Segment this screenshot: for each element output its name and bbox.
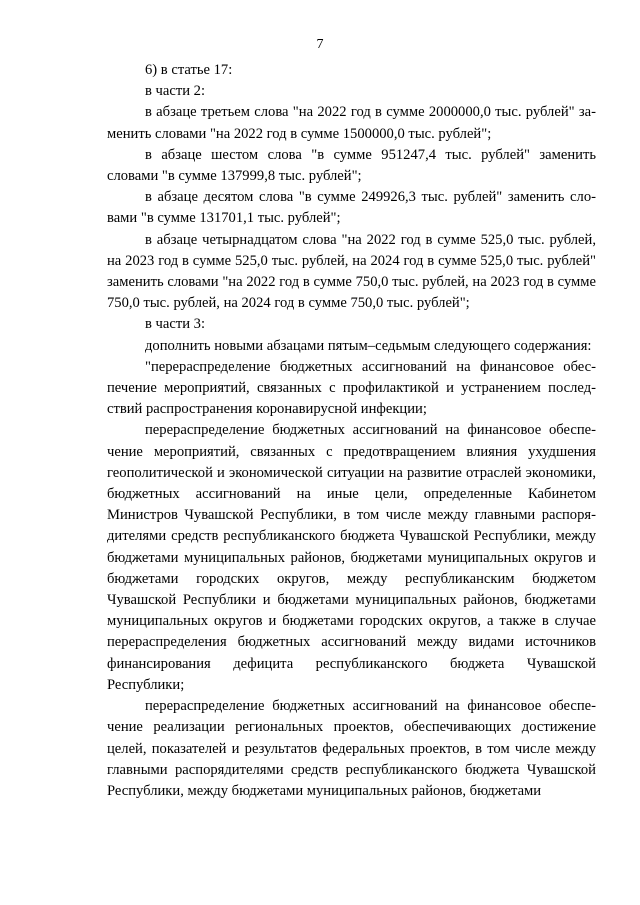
paragraph-part-2: в части 2: [145,83,206,100]
paragraph-part-3: в части 3: [145,316,206,333]
paragraph-quote-1: "перераспределение бюджетных ассигнований на финансовое обеспечение мероприятий, связанных с профилактикой и устранением последствий распространения коронавирусной инфекции; [107,358,596,418]
paragraph-sixth-abzac: в абзаце шестом слова "в сумме 951247,4 тыс. рублей" заменить словами "в сумме 137999,8 тыс. рублей"; [107,146,596,185]
paragraph-quote-3: перераспределение бюджетных ассигнований на финансовое обеспечение реализации региональных проектов, обеспечивающих достижение целей, показателей и результатов федеральных проектов, в том числе между главными распорядителями средств республиканского бюджета Чувашской Республики, между бюджетами муниципальных районов, бюджетами [107,698,596,799]
paragraph-tenth-abzac: в абзаце десятом слова "в сумме 249926,3 тыс. рублей" заменить словами "в сумме 131701,1 тыс. рублей"; [107,189,596,227]
paragraph-quote-2: перераспределение бюджетных ассигнований на финансовое обеспечение мероприятий, связанных с предотвращением влияния ухудшения геополитической и экономической ситуации на развитие отраслей экономики, бюджетных ассигнований на иные цели, определенные Кабинетом Министров Чувашской Республики, в том числе между главными распорядителями средств республиканского бюджета Чувашской Республики, между бюджетами муниципальных районов, бюджетами муниципальных округов и бюджетами городских округов, между республиканским бюджетом Чувашской Республики и бюджетами муниципальных районов, бюджетами муниципальных округов и бюджетами городских округов, а также в случае перераспределения бюджетных ассигнований между видами источников финансирования дефицита республиканского бюджета Чувашской Республики; [107,422,596,693]
paragraph-add-abzacs: дополнить новыми абзацами пятым–седьмым следующего содержания: [145,337,592,354]
document-body [107,60,596,802]
page-number: 7 [316,37,324,52]
paragraph-fourteenth-abzac: в абзаце четырнадцатом слова "на 2022 год в сумме 525,0 тыс. рублей, на 2023 год в сумме 525,0 тыс. рублей, на 2024 год в сумме 525,0 тыс. рублей" заменить словами "на 2022 год в сумме 750,0 тыс. рублей, на 2023 год в сумме 750,0 тыс. рублей, на 2024 год в сумме 750,0 тыс. рублей"; [107,231,596,312]
paragraph-article-17: 6) в статье 17: [145,62,233,78]
paragraph-third-abzac: в абзаце третьем слова "на 2022 год в сумме 2000000,0 тыс. рублей" заменить словами "на 2022 год в сумме 1500000,0 тыс. рублей"; [107,104,596,142]
